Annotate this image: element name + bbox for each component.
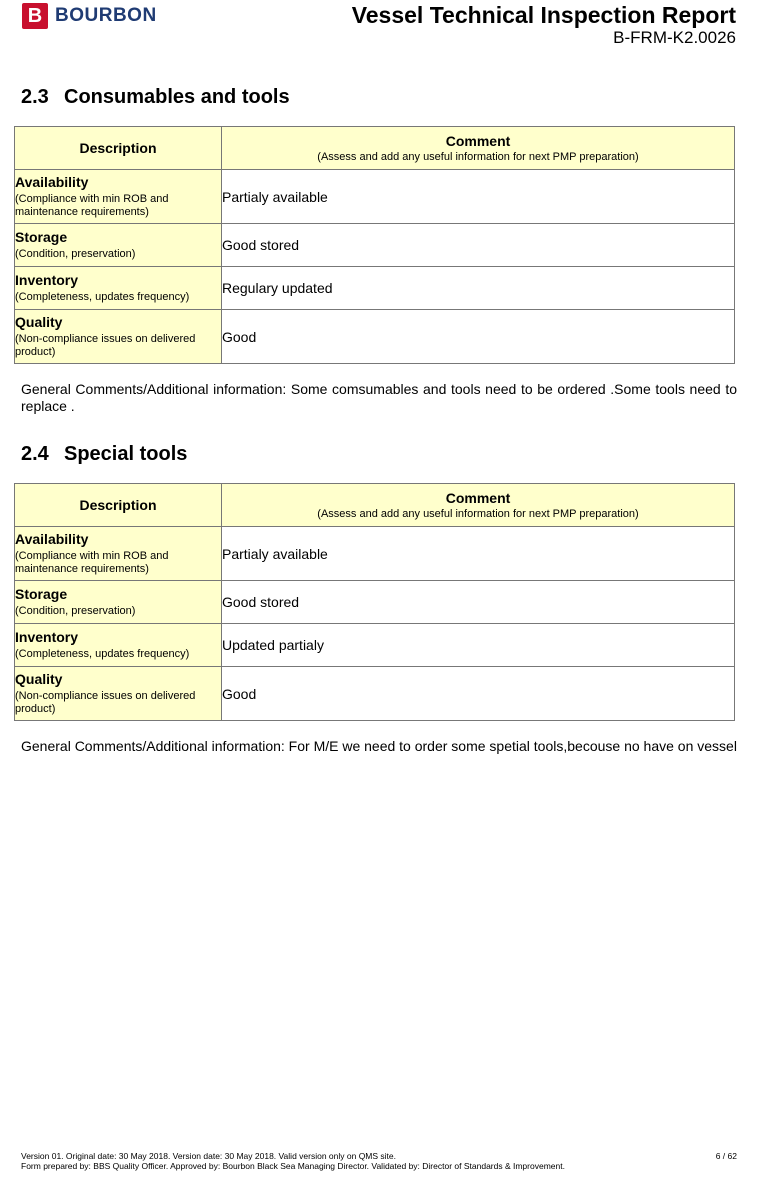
row-label: Quality bbox=[15, 314, 63, 330]
column-header-comment bbox=[222, 127, 735, 170]
row-label: Inventory bbox=[15, 272, 79, 288]
section-number: 2.4 bbox=[21, 443, 49, 465]
special-tools-table bbox=[14, 483, 735, 721]
row-label-cell bbox=[15, 624, 222, 667]
table-row bbox=[15, 310, 735, 364]
table-row bbox=[15, 267, 735, 310]
row-value: Good stored bbox=[222, 224, 735, 267]
logo-mark-icon: B bbox=[22, 3, 48, 29]
row-hint: (Non-compliance issues on delivered product) bbox=[15, 333, 196, 358]
column-header-comment bbox=[222, 484, 735, 527]
report-title: Vessel Technical Inspection Report bbox=[351, 2, 736, 28]
row-hint: (Compliance with min ROB and maintenance requirements) bbox=[15, 550, 169, 575]
row-label-cell bbox=[15, 581, 222, 624]
footer-approval-line: Form prepared by: BBS Quality Officer. Approved by: Bourbon Black Sea Managing Director. Validated by: Director of Standards & Improvement. bbox=[21, 1161, 565, 1171]
row-hint: (Completeness, updates frequency) bbox=[15, 648, 190, 660]
row-hint: (Completeness, updates frequency) bbox=[15, 291, 190, 303]
table-row bbox=[15, 527, 735, 581]
row-value: Partialy available bbox=[222, 170, 735, 224]
row-label: Availability bbox=[15, 174, 89, 190]
row-value: Regulary updated bbox=[222, 267, 735, 310]
comment-header-title: Comment bbox=[445, 490, 511, 506]
general-comments-consumables: General Comments/Additional information: Some comsumables and tools need to be ordered .Some tools need to replace . bbox=[21, 381, 737, 414]
column-header-description: Description bbox=[15, 484, 222, 527]
table-row bbox=[15, 624, 735, 667]
row-label-cell bbox=[15, 310, 222, 364]
table-row bbox=[15, 581, 735, 624]
row-hint: (Condition, preservation) bbox=[15, 248, 136, 260]
section-heading-special-tools bbox=[21, 443, 187, 466]
row-label-cell bbox=[15, 224, 222, 267]
row-hint: (Non-compliance issues on delivered product) bbox=[15, 690, 196, 715]
consumables-table bbox=[14, 126, 735, 364]
comment-header-title: Comment bbox=[445, 133, 511, 149]
table-row bbox=[15, 170, 735, 224]
comment-header-subtitle: (Assess and add any useful information for next PMP preparation) bbox=[317, 151, 639, 163]
row-label-cell bbox=[15, 667, 222, 721]
footer-version-line: Version 01. Original date: 30 May 2018. Version date: 30 May 2018. Valid version only on QMS site. bbox=[21, 1151, 397, 1161]
row-value: Good bbox=[222, 310, 735, 364]
section-title: Special tools bbox=[64, 443, 188, 465]
row-hint: (Compliance with min ROB and maintenance requirements) bbox=[15, 193, 169, 218]
row-label: Availability bbox=[15, 531, 89, 547]
row-label: Storage bbox=[15, 586, 68, 602]
table-row bbox=[15, 667, 735, 721]
row-value: Good stored bbox=[222, 581, 735, 624]
company-logo bbox=[22, 3, 157, 29]
row-label: Quality bbox=[15, 671, 63, 687]
table-row bbox=[15, 224, 735, 267]
logo-text: BOURBON bbox=[55, 5, 157, 26]
page-footer bbox=[21, 1151, 737, 1171]
row-value: Good bbox=[222, 667, 735, 721]
row-hint: (Condition, preservation) bbox=[15, 605, 136, 617]
table-header-row bbox=[15, 484, 735, 527]
table-header-row bbox=[15, 127, 735, 170]
row-label-cell bbox=[15, 267, 222, 310]
row-label-cell bbox=[15, 170, 222, 224]
page-number: 6 / 62 bbox=[715, 1151, 737, 1161]
row-value: Updated partialy bbox=[222, 624, 735, 667]
row-label-cell bbox=[15, 527, 222, 581]
column-header-description: Description bbox=[15, 127, 222, 170]
section-title: Consumables and tools bbox=[64, 86, 290, 108]
row-label: Inventory bbox=[15, 629, 79, 645]
comment-header-subtitle: (Assess and add any useful information for next PMP preparation) bbox=[317, 508, 639, 520]
general-comments-special-tools: General Comments/Additional information: For M/E we need to order some spetial tools,becouse no have on vessel bbox=[21, 738, 737, 754]
report-code: B-FRM-K2.0026 bbox=[613, 28, 736, 47]
section-number: 2.3 bbox=[21, 86, 49, 108]
section-heading-consumables bbox=[21, 86, 290, 109]
row-value: Partialy available bbox=[222, 527, 735, 581]
row-label: Storage bbox=[15, 229, 68, 245]
